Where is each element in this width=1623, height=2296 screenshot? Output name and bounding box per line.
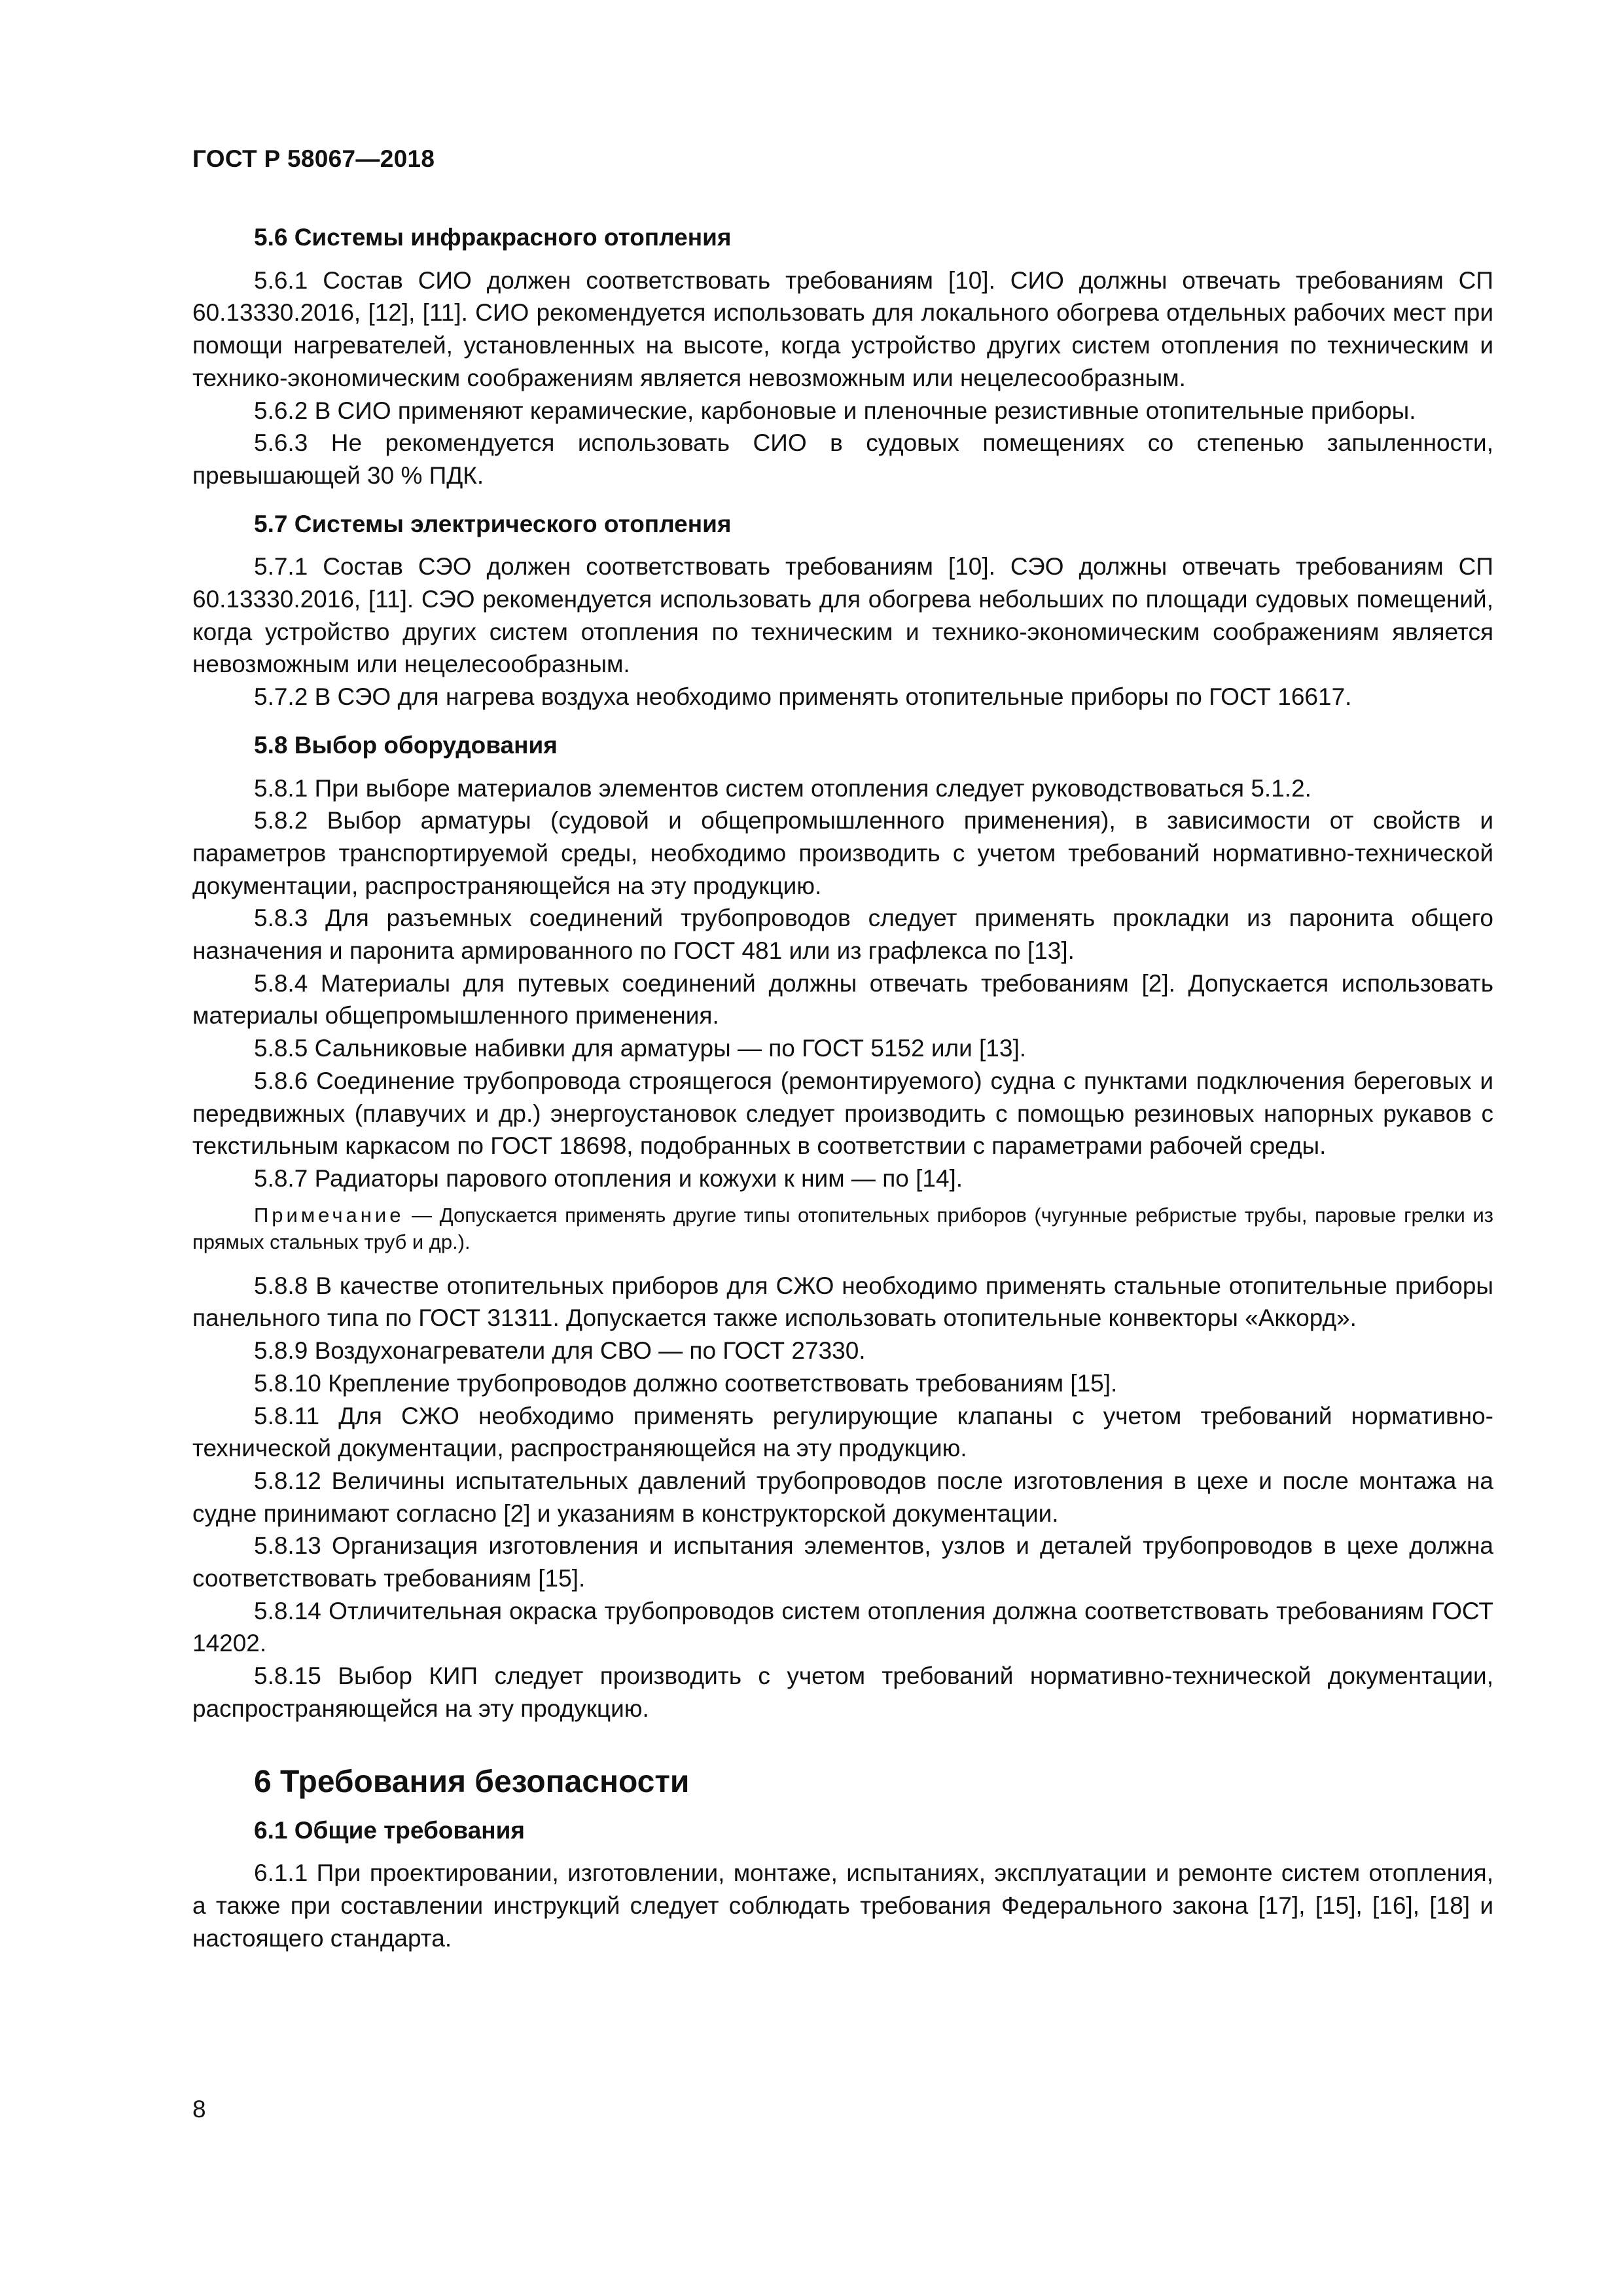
paragraph: 5.7.2 В СЭО для нагрева воздуха необходимо применять отопительные приборы по ГОСТ 16617. — [254, 683, 1352, 711]
paragraph: 5.8.4 Материалы для путевых соединений должны отвечать требованиям [2]. Допускается использовать материалы общепромышленного применения. — [192, 969, 1493, 1030]
paragraph: 5.7.1 Состав СЭО должен соответствовать требованиям [10]. СЭО должны отвечать требованиям СП 60.13330.2016, [11]. СЭО рекомендуется использовать для обогрева небольших по площади судовых помещений, когда устройство других систем отопления по техническим и технико-экономическим соображениям является невозможным или нецелесообразным. — [192, 553, 1493, 678]
paragraph: 5.8.9 Воздухонагреватели для СВО — по ГОСТ 27330. — [254, 1337, 866, 1365]
section-heading: 5.8 Выбор оборудования — [254, 731, 558, 759]
section-heading: 6.1 Общие требования — [254, 1816, 525, 1844]
paragraph: 5.6.1 Состав СИО должен соответствовать требованиям [10]. СИО должны отвечать требованиям СП 60.13330.2016, [12], [11]. СИО рекомендуется использовать для локального обогрева отдельных рабочих мест при помощи нагревателей, установленных на высоте, когда устройство других систем отопления по техническим и технико-экономическим соображениям является невозможным или нецелесообразным. — [192, 266, 1493, 391]
note-label: Примечание — [254, 1203, 404, 1227]
paragraph: 5.8.3 Для разъемных соединений трубопроводов следует применять прокладки из паронита общего назначения и паронита армированного по ГОСТ 481 или из графлекса по [13]. — [192, 905, 1493, 965]
document-body — [192, 221, 1493, 1954]
paragraph: 5.6.2 В СИО применяют керамические, карбоновые и пленочные резистивные отопительные приборы. — [254, 397, 1416, 424]
paragraph: 5.8.12 Величины испытательных давлений трубопроводов после изготовления в цехе и после монтажа на судне принимают согласно [2] и указаниям в конструкторской документации. — [192, 1467, 1493, 1527]
paragraph: 5.8.10 Крепление трубопроводов должно соответствовать требованиям [15]. — [254, 1369, 1118, 1397]
paragraph: 5.8.5 Сальниковые набивки для арматуры — по ГОСТ 5152 или [13]. — [254, 1035, 1027, 1062]
paragraph: 5.8.13 Организация изготовления и испытания элементов, узлов и деталей трубопроводов в цехе должна соответствовать требованиям [15]. — [192, 1532, 1493, 1592]
paragraph: 5.8.7 Радиаторы парового отопления и кожухи к ним — по [14]. — [254, 1164, 963, 1192]
document-id-header: ГОСТ Р 58067—2018 — [192, 145, 435, 172]
section-heading: 5.6 Системы инфракрасного отопления — [254, 224, 732, 251]
paragraph: 5.8.15 Выбор КИП следует производить с учетом требований нормативно-технической документации, распространяющейся на эту продукцию. — [192, 1662, 1493, 1722]
page-number: 8 — [192, 2096, 206, 2123]
paragraph: 5.8.11 Для СЖО необходимо применять регулирующие клапаны с учетом требований нормативно-технической документации, распространяющейся на эту продукцию. — [192, 1402, 1493, 1462]
paragraph: 6.1.1 При проектировании, изготовлении, монтаже, испытаниях, эксплуатации и ремонте систем отопления, а также при составлении инструкций следует соблюдать требования Федерального закона [17], [15], [16], [18] и настоящего стандарта. — [192, 1859, 1493, 1952]
paragraph: 5.8.8 В качестве отопительных приборов для СЖО необходимо применять стальные отопительные приборы панельного типа по ГОСТ 31311. Допускается также использовать отопительные конвекторы «Аккорд». — [192, 1272, 1493, 1332]
section-heading: 5.7 Системы электрического отопления — [254, 510, 732, 537]
paragraph: 5.6.3 Не рекомендуется использовать СИО в судовых помещениях со степенью запыленности, превышающей 30 % ПДК. — [192, 429, 1493, 489]
paragraph: 5.8.2 Выбор арматуры (судовой и общепромышленного применения), в зависимости от свойств и параметров транспортируемой среды, необходимо производить с учетом требований нормативно-технической документации, распространяющейся на эту продукцию. — [192, 807, 1493, 899]
paragraph: 5.8.14 Отличительная окраска трубопроводов систем отопления должна соответствовать требованиям ГОСТ 14202. — [192, 1597, 1493, 1657]
chapter-heading: 6 Требования безопасности — [254, 1764, 690, 1799]
note-text: — Допускается применять другие типы отопительных приборов (чугунные ребристые трубы, паровые грелки из прямых стальных труб и др.). — [192, 1203, 1493, 1253]
paragraph: 5.8.6 Соединение трубопровода строящегося (ремонтируемого) судна с пунктами подключения береговых и передвижных (плавучих и др.) энергоустановок следует производить с помощью резиновых напорных рукавов с текстильным каркасом по ГОСТ 18698, подобранных в соответствии с параметрами рабочей среды. — [192, 1067, 1493, 1160]
paragraph: 5.8.1 При выборе материалов элементов систем отопления следует руководствоваться 5.1.2. — [254, 774, 1311, 802]
note — [192, 1202, 1493, 1255]
